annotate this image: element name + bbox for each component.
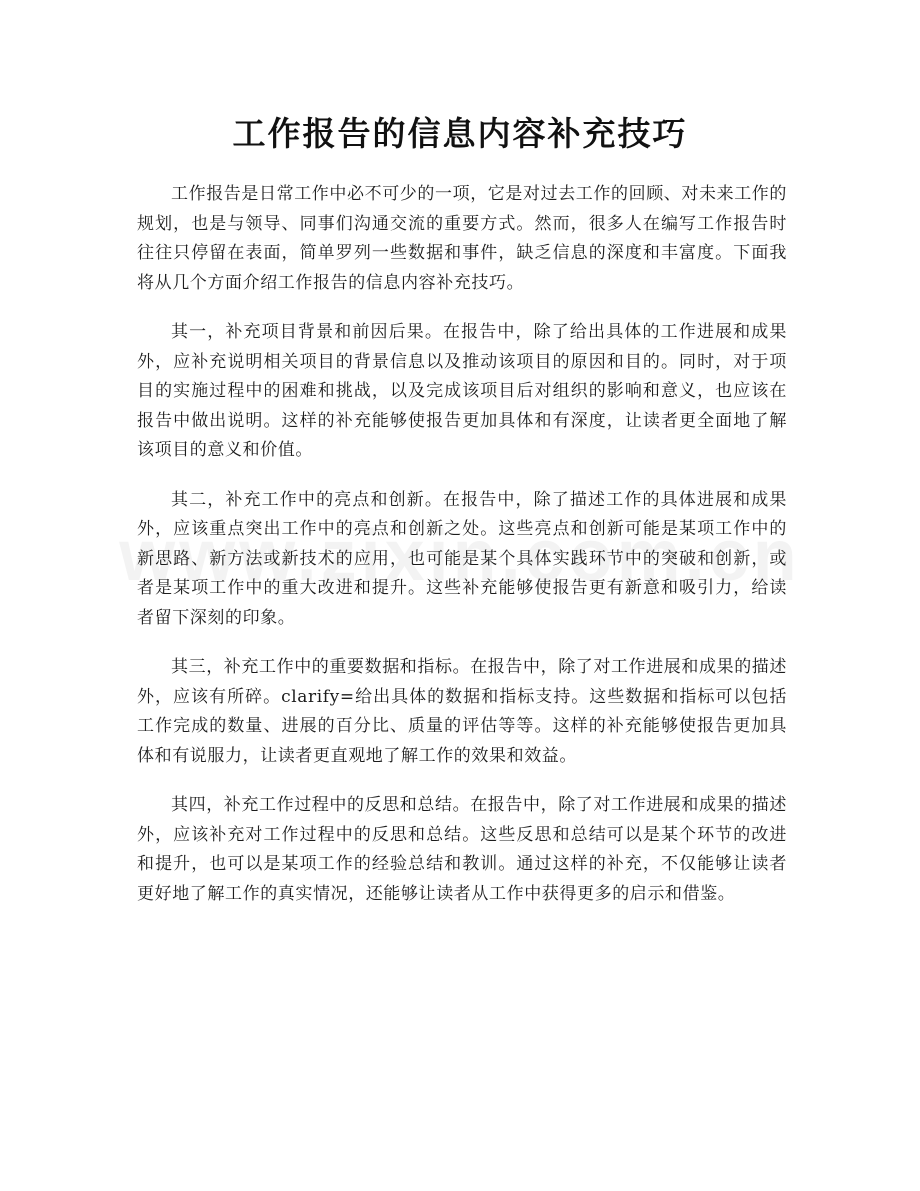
paragraph-point-2: 其二，补充工作中的亮点和创新。在报告中，除了描述工作的具体进展和成果外，应该重点突出工作中的亮点和创新之处。这些亮点和创新可能是某项工作中的新思路、新方法或新技术的应用，也可能是某个具体实践环节中的突破和创新，或者是某项工作中的重大改进和提升。这些补充能够使报告更有新意和吸引力，给读者留下深刻的印象。: [137, 489, 787, 628]
document-body: [137, 180, 787, 929]
document-title: 工作报告的信息内容补充技巧: [232, 114, 688, 153]
paragraph-intro: 工作报告是日常工作中必不可少的一项，它是对过去工作的回顾、对未来工作的规划，也是与领导、同事们沟通交流的重要方式。然而，很多人在编写工作报告时往往只停留在表面，简单罗列一些数据和事件，缺乏信息的深度和丰富度。下面我将从几个方面介绍工作报告的信息内容补充技巧。: [137, 184, 787, 293]
paragraph-point-3: 其三，补充工作中的重要数据和指标。在报告中，除了对工作进展和成果的描述外，应该有所碎。clarify=给出具体的数据和指标支持。这些数据和指标可以包括工作完成的数量、进展的百分比、质量的评估等等。这样的补充能够使报告更加具体和有说服力，让读者更直观地了解工作的效果和效益。: [137, 657, 787, 766]
paragraph-point-4: 其四，补充工作过程中的反思和总结。在报告中，除了对工作进展和成果的描述外，应该补充对工作过程中的反思和总结。这些反思和总结可以是某个环节的改进和提升，也可以是某项工作的经验总结和教训。通过这样的补充，不仅能够让读者更好地了解工作的真实情况，还能够让读者从工作中获得更多的启示和借鉴。: [137, 795, 787, 904]
paragraph-point-1: 其一，补充项目背景和前因后果。在报告中，除了给出具体的工作进展和成果外，应补充说明相关项目的背景信息以及推动该项目的原因和目的。同时，对于项目的实施过程中的困难和挑战，以及完成该项目后对组织的影响和意义，也应该在报告中做出说明。这样的补充能够使报告更加具体和有深度，让读者更全面地了解该项目的意义和价值。: [137, 322, 787, 460]
